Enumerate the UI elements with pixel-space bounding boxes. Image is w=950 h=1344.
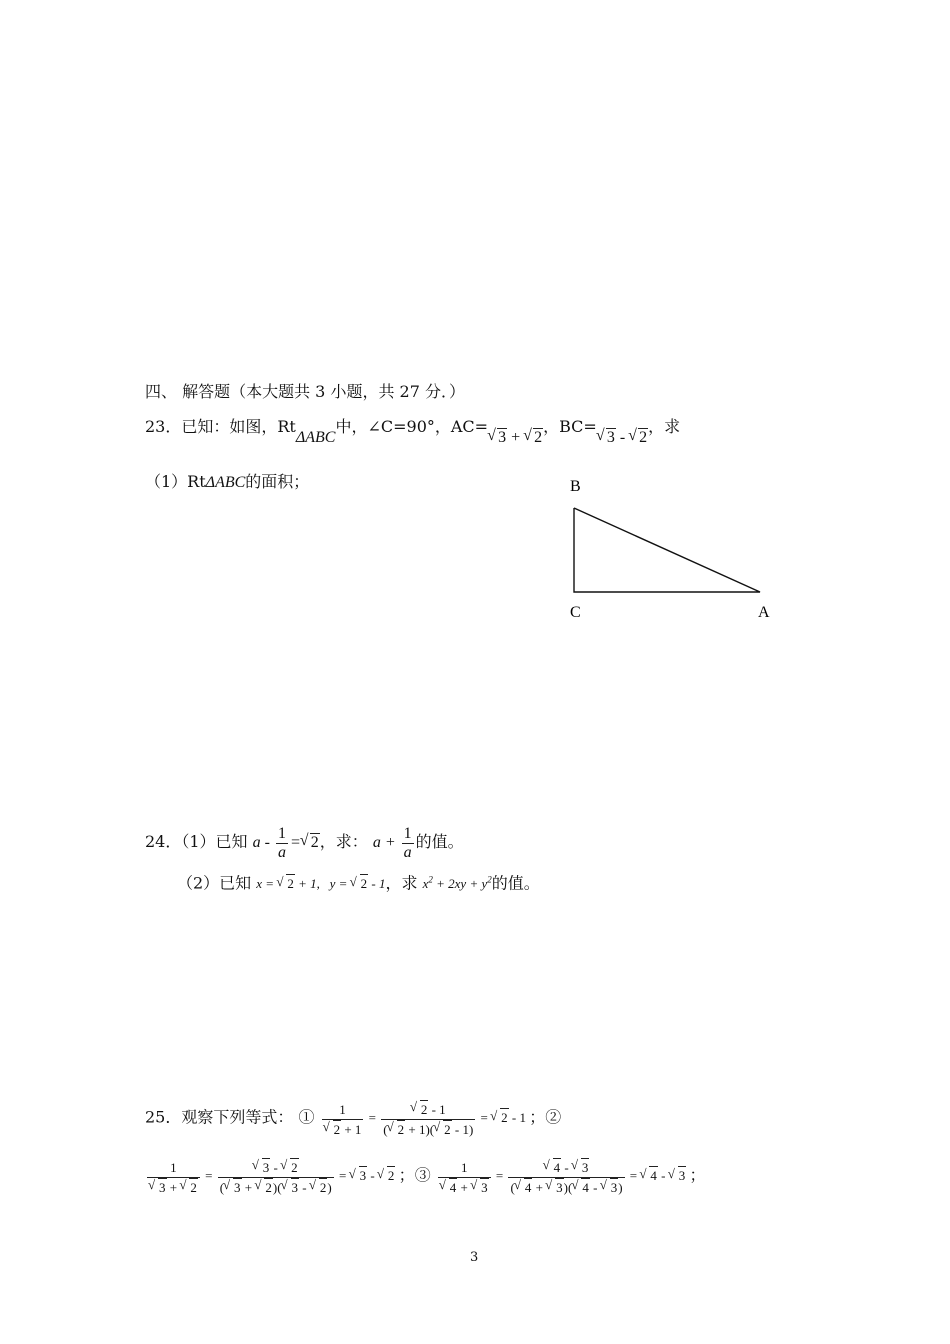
q24-p2-ask: ，求: [385, 873, 418, 893]
q24-part2: [177, 868, 540, 896]
q25-sep3: ；: [689, 1165, 706, 1185]
vertex-label-a: A: [758, 604, 770, 621]
q25-eq1: 1 √ 2 + 1 = √ $\frac{2 - 1}{(√ 2 + 1)(√ 2 - 1)}$ = √ 2 - 1: [320, 1110, 530, 1125]
q25-line1: [145, 1100, 561, 1139]
q25-eq3: 1 √ 4 + √ 3 = √ $\frac{4 - √ 3}{(√ 4 + √ 3)(√ 4 - √ 3)}$ = √ 4 - √ 3: [436, 1168, 690, 1183]
q23-triangle-name: ΔABC: [295, 429, 336, 446]
vertex-label-b: B: [570, 478, 581, 495]
q25-circle1: ①: [298, 1107, 315, 1127]
q25-eq2: 1 √ 3 + √ 2 = √ $\frac{3 - √ 2}{(√ 3 + √ 2)(√ 3 - √ 2)}$ = √ 3 - √ 2: [145, 1168, 399, 1183]
q24-p2-prefix: （2）已知: [177, 873, 252, 893]
section-title: 四、 解答题（本大题共 3 小题，共 27 分．）: [145, 382, 465, 401]
q24-eq1: a - $\frac{1}{a}$ =√ 2: [253, 834, 320, 851]
q24-expr2: $x^2 + 2xy + y^2$: [422, 875, 492, 892]
q24-p1-suffix: 的值。: [415, 832, 464, 852]
q25-circle3: ③: [414, 1165, 431, 1185]
page-number: 3: [470, 1250, 479, 1265]
q23-intro: 23．已知：如图，Rt: [145, 417, 296, 436]
q24-p1-mid: ，求：: [319, 832, 368, 852]
q25-sep1: ；: [529, 1107, 546, 1127]
q23-part1-triangle: ΔABC: [205, 474, 246, 491]
q24-expr1: a + $\frac{1}{a}$: [372, 825, 412, 861]
q23-part1: [145, 470, 309, 495]
q25-prefix: 25．观察下列等式：: [145, 1107, 294, 1127]
q24-p1-prefix: 24．（1）已知: [145, 832, 248, 852]
q25-circle2: ②: [545, 1107, 562, 1127]
triangle-outline: [574, 508, 760, 592]
triangle-figure: [560, 475, 790, 625]
q24-p2-suffix: 的值。: [491, 873, 540, 893]
q23-ac-expr: √ 3 + √ 2: [488, 429, 543, 446]
q23-part1-prefix: （1）Rt: [145, 472, 206, 491]
q23-bc-expr: √ 3 - √ 2: [597, 429, 648, 446]
q23-end: ，求: [648, 417, 681, 436]
q25-sep2: ；: [398, 1165, 415, 1185]
vertex-label-c: C: [570, 604, 581, 621]
q23-statement: [145, 415, 681, 446]
q24-part1: [145, 825, 464, 862]
q24-given: x = √ 2 + 1, y = √ 2 - 1: [256, 876, 385, 891]
q23-bc-label: ，BC=: [543, 417, 597, 436]
q23-mid: 中，∠C=90°，AC=: [335, 417, 489, 436]
q25-line2: [145, 1158, 705, 1197]
q23-part1-suffix: 的面积；: [245, 472, 310, 491]
